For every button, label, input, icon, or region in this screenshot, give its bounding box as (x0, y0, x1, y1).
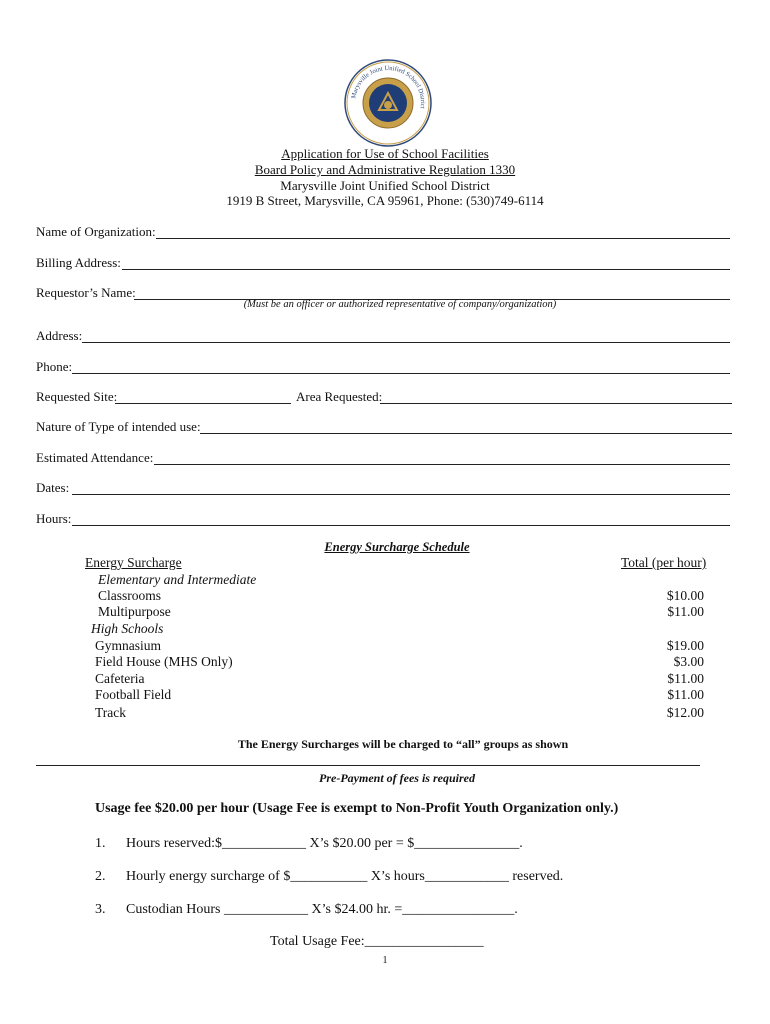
district-seal (343, 58, 433, 148)
district-name: Marysville Joint Unified School District (280, 178, 490, 193)
address-input-line[interactable] (82, 342, 730, 343)
schedule-item-price: $3.00 (673, 654, 704, 669)
prepayment-note: Pre-Payment of fees is required (319, 771, 475, 785)
organization-label: Name of Organization: (36, 224, 156, 239)
high-school-heading: High Schools (91, 621, 164, 636)
elementary-heading: Elementary and Intermediate (98, 572, 257, 587)
phone-label: Phone: (36, 359, 73, 374)
district-address: 1919 B Street, Marysville, CA 95961, Phone: (530)749-6114 (226, 193, 544, 208)
page-number: 1 (382, 955, 388, 966)
policy-reference: Board Policy and Administrative Regulation 1330 (254, 162, 516, 177)
schedule-item-price: $12.00 (666, 705, 704, 720)
schedule-col-left: Energy Surcharge (85, 555, 182, 570)
billing-label: Billing Address: (36, 255, 121, 270)
schedule-item-name: Field House (MHS Only) (95, 654, 233, 669)
fee-item-text[interactable]: Custodian Hours ____________ X’s $24.00 hr. =________________. (126, 902, 518, 917)
form-title: Application for Use of School Facilities (281, 146, 489, 161)
area-label: Area Requested: (296, 389, 383, 404)
schedule-item-name: Football Field (95, 687, 172, 702)
section-divider (36, 765, 700, 766)
total-usage-fee[interactable]: Total Usage Fee:_________________ (270, 934, 484, 949)
fee-item-text[interactable]: Hours reserved:$____________ X’s $20.00 per = $_______________. (126, 836, 523, 851)
schedule-item-price: $11.00 (667, 604, 704, 619)
schedule-item-name: Gymnasium (95, 638, 161, 653)
site-input-line[interactable] (115, 403, 291, 404)
billing-input-line[interactable] (122, 269, 730, 270)
dates-label: Dates: (36, 480, 70, 495)
fee-item-number: 3. (95, 902, 106, 917)
requestor-note: (Must be an officer or authorized representative of company/organization) (243, 299, 557, 310)
area-input-line[interactable] (380, 403, 732, 404)
dates-input-line[interactable] (72, 494, 730, 495)
schedule-title: Energy Surcharge Schedule (324, 540, 470, 554)
schedule-item-price: $19.00 (666, 638, 704, 653)
attendance-input-line[interactable] (154, 464, 730, 465)
phone-input-line[interactable] (72, 373, 730, 374)
schedule-item-name: Cafeteria (95, 671, 145, 686)
schedule-item-price: $11.00 (667, 687, 704, 702)
surcharge-note: The Energy Surcharges will be charged to “all” groups as shown (237, 737, 569, 751)
schedule-item-price: $10.00 (666, 588, 704, 603)
fee-item-number: 2. (95, 869, 106, 884)
attendance-label: Estimated Attendance: (36, 450, 154, 465)
hours-input-line[interactable] (72, 525, 730, 526)
schedule-item-price: $11.00 (667, 671, 704, 686)
requestor-label: Requestor’s Name: (36, 285, 136, 300)
seal-ring-text: Marysville Joint Unified School District (350, 64, 427, 110)
organization-input-line[interactable] (156, 238, 730, 239)
hours-label: Hours: (36, 511, 72, 526)
address-label: Address: (36, 328, 83, 343)
nature-label: Nature of Type of intended use: (36, 419, 201, 434)
schedule-item-name: Multipurpose (98, 604, 171, 619)
fee-item-text[interactable]: Hourly energy surcharge of $___________ X’s hours____________ reserved. (126, 869, 564, 884)
schedule-item-name: Track (95, 705, 127, 720)
usage-fee-title: Usage fee $20.00 per hour (Usage Fee is exempt to Non-Profit Youth Organization only.) (95, 801, 619, 816)
schedule-item-name: Classrooms (98, 588, 162, 603)
fee-item-number: 1. (95, 836, 106, 851)
nature-input-line[interactable] (200, 433, 732, 434)
site-label: Requested Site: (36, 389, 118, 404)
schedule-col-right: Total (per hour) (621, 555, 707, 570)
